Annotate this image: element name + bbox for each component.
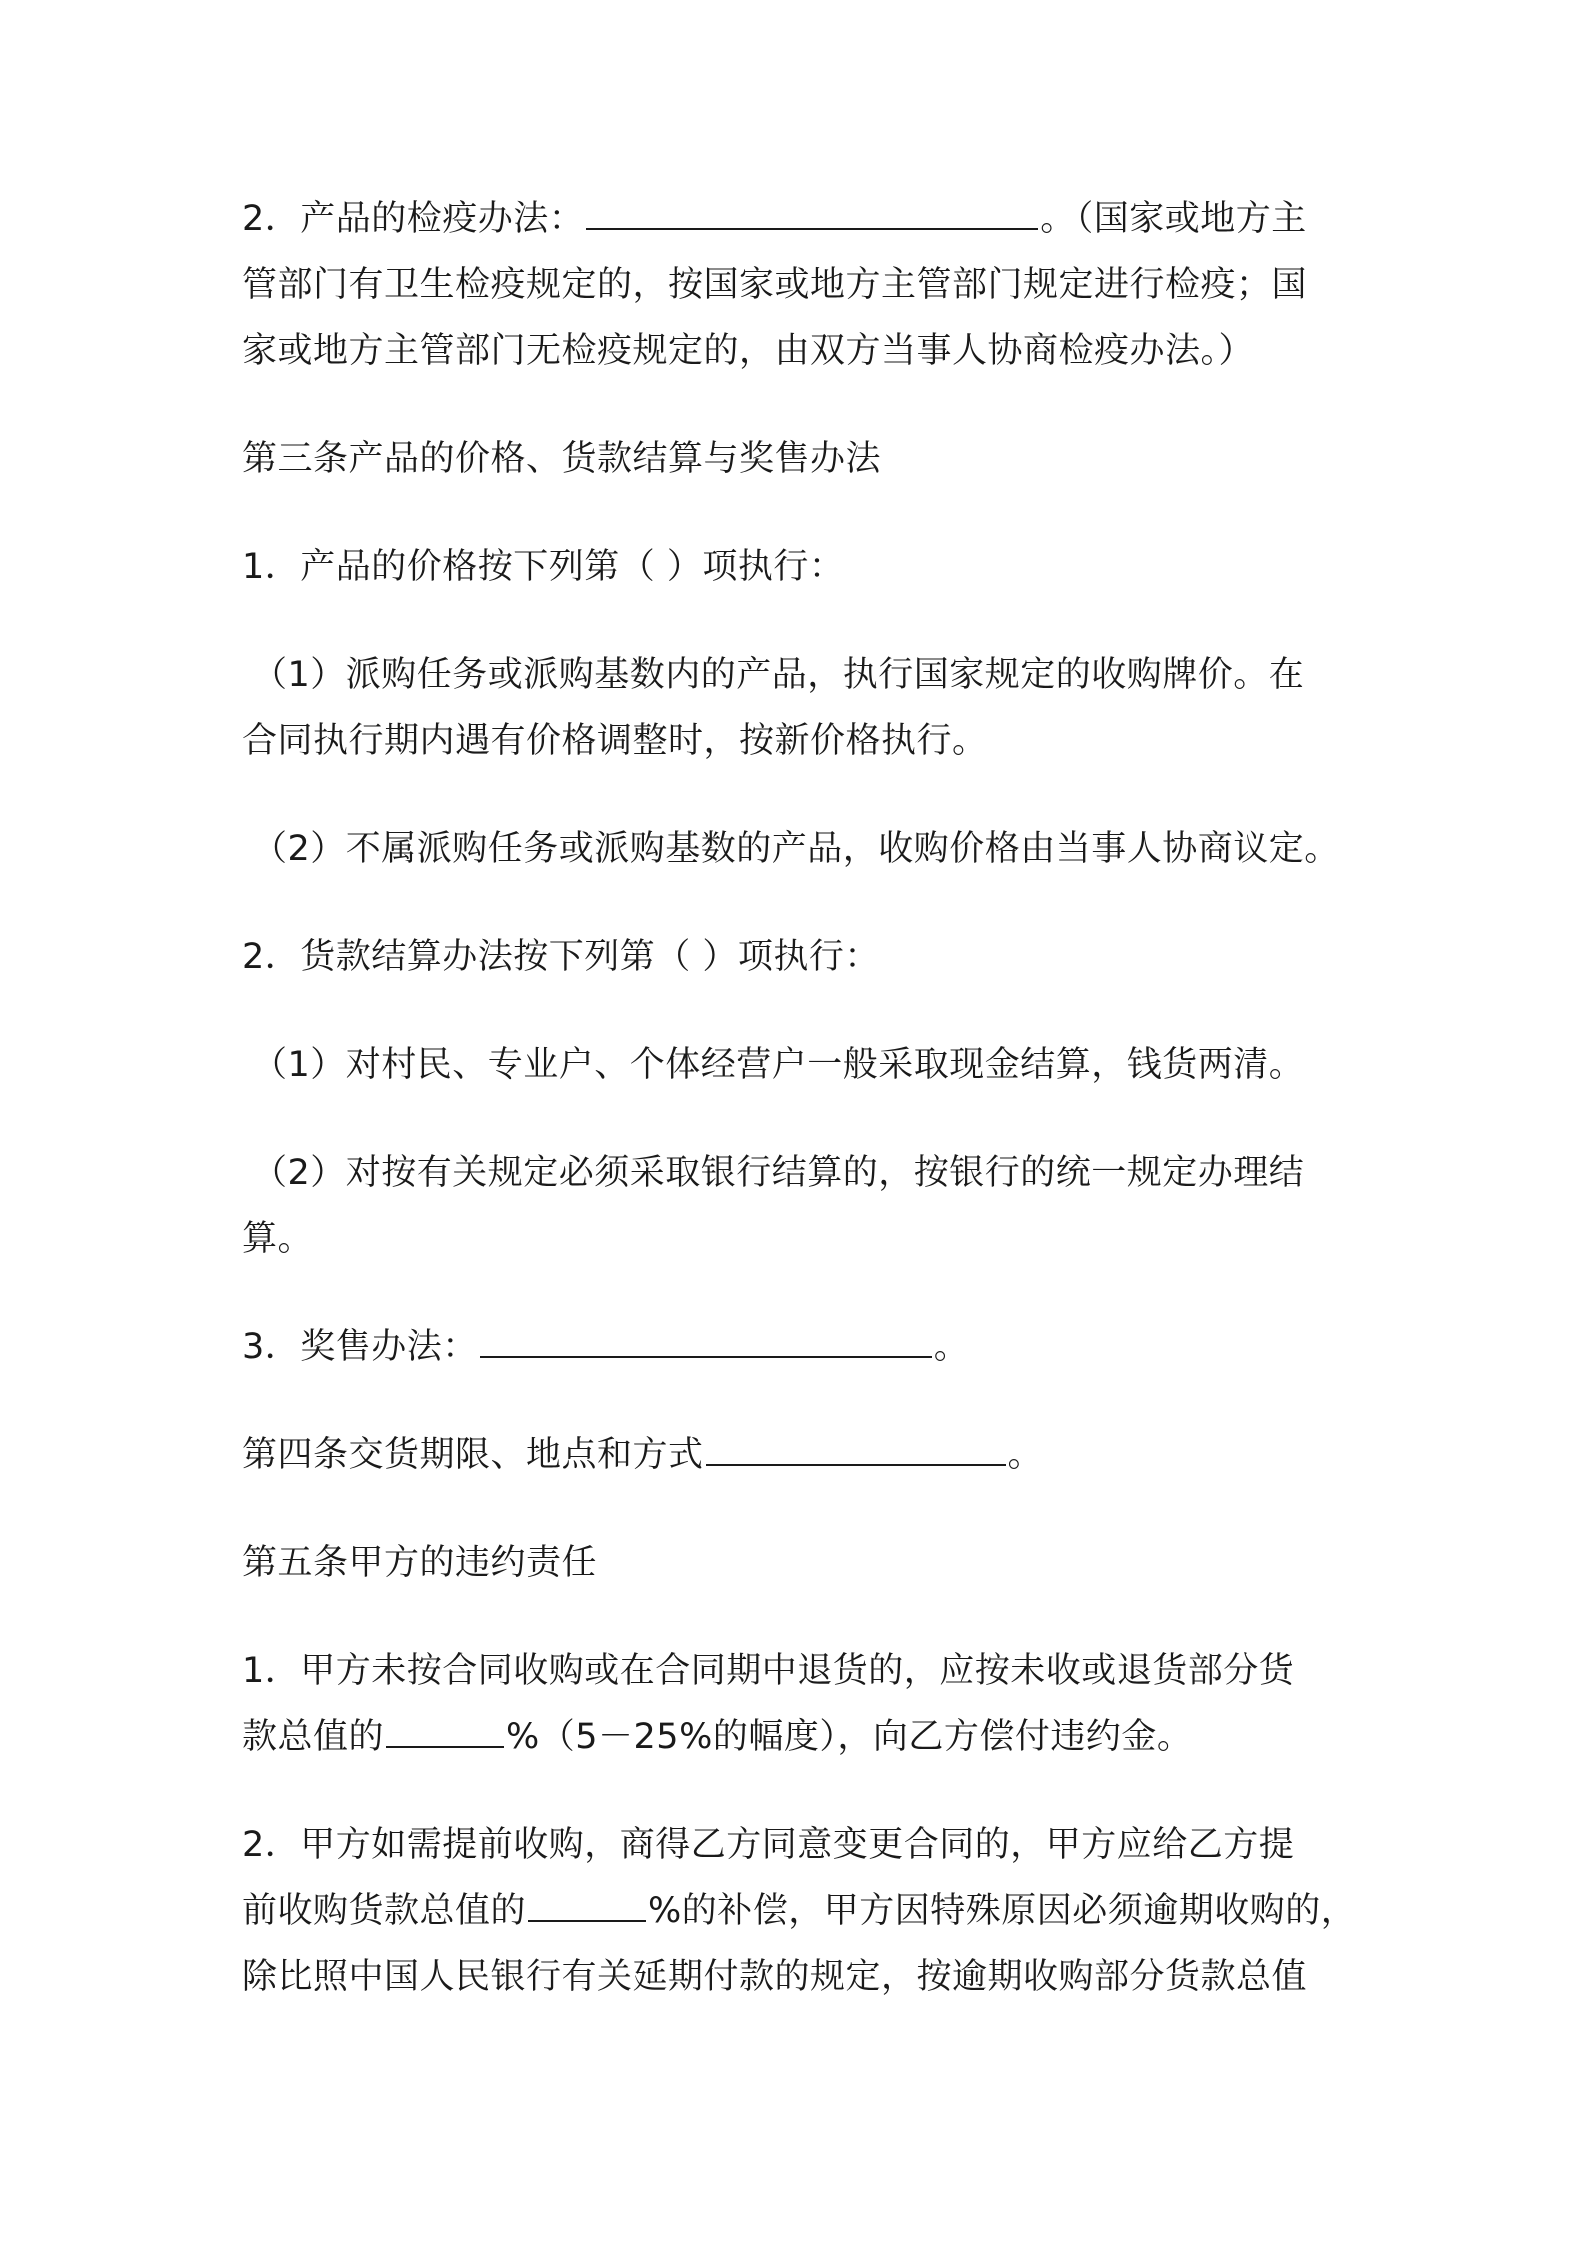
text: 算。 bbox=[242, 1219, 314, 1259]
paragraph-settlement-item-2 bbox=[242, 1140, 1362, 1272]
text: 。 bbox=[933, 1327, 970, 1367]
text: 家或地方主管部门无检疫规定的，由双方当事人协商检疫办法。） bbox=[242, 331, 1255, 371]
text: 管部门有卫生检疫规定的，按国家或地方主管部门规定进行检疫；国 bbox=[242, 265, 1308, 305]
blank-field bbox=[528, 1880, 646, 1922]
document-body bbox=[242, 186, 1362, 2052]
blank-field bbox=[386, 1706, 504, 1748]
text: （2）对按有关规定必须采取银行结算的，按银行的统一规定办理结 bbox=[252, 1153, 1305, 1193]
article-4-heading bbox=[242, 1422, 1362, 1488]
text: 除比照中国人民银行有关延期付款的规定，按逾期收购部分货款总值 bbox=[242, 1957, 1308, 1997]
text: 1．甲方未按合同收购或在合同期中退货的，应按未收或退货部分货 bbox=[242, 1651, 1295, 1691]
paragraph-party-a-liability-1 bbox=[242, 1638, 1362, 1770]
text: 。 bbox=[1007, 1435, 1044, 1475]
article-3-heading: 第三条产品的价格、货款结算与奖售办法 bbox=[242, 439, 882, 479]
blank-field bbox=[480, 1316, 932, 1358]
blank-field bbox=[586, 188, 1038, 230]
paragraph-settlement-item-1: （1）对村民、专业户、个体经营户一般采取现金结算，钱货两清。 bbox=[252, 1045, 1305, 1085]
paragraph-bonus-method bbox=[242, 1314, 1362, 1380]
paragraph-inspection-method bbox=[242, 186, 1362, 384]
paragraph-price-item-1 bbox=[242, 642, 1362, 774]
text: 款总值的 bbox=[242, 1717, 385, 1757]
paragraph-settlement-option: 2．货款结算办法按下列第（ ）项执行： bbox=[242, 937, 880, 977]
article-5-heading: 第五条甲方的违约责任 bbox=[242, 1543, 598, 1583]
text: 合同执行期内遇有价格调整时，按新价格执行。 bbox=[242, 721, 988, 761]
text: %（5－25%的幅度），向乙方偿付违约金。 bbox=[506, 1717, 1193, 1757]
text: 3．奖售办法： bbox=[242, 1327, 478, 1367]
text: （1）派购任务或派购基数内的产品，执行国家规定的收购牌价。在 bbox=[252, 655, 1305, 695]
text: %的补偿，甲方因特殊原因必须逾期收购的， bbox=[648, 1891, 1357, 1931]
paragraph-price-item-2: （2）不属派购任务或派购基数的产品，收购价格由当事人协商议定。 bbox=[252, 829, 1340, 869]
text: 2．甲方如需提前收购，商得乙方同意变更合同的，甲方应给乙方提 bbox=[242, 1825, 1295, 1865]
text: 前收购货款总值的 bbox=[242, 1891, 527, 1931]
blank-field bbox=[706, 1424, 1006, 1466]
paragraph-price-option: 1．产品的价格按下列第（ ）项执行： bbox=[242, 547, 845, 587]
paragraph-party-a-liability-2 bbox=[242, 1812, 1362, 2010]
text: 。（国家或地方主 bbox=[1040, 199, 1307, 239]
text: 2．产品的检疫办法： bbox=[242, 199, 585, 239]
text: 第四条交货期限、地点和方式 bbox=[242, 1435, 704, 1475]
